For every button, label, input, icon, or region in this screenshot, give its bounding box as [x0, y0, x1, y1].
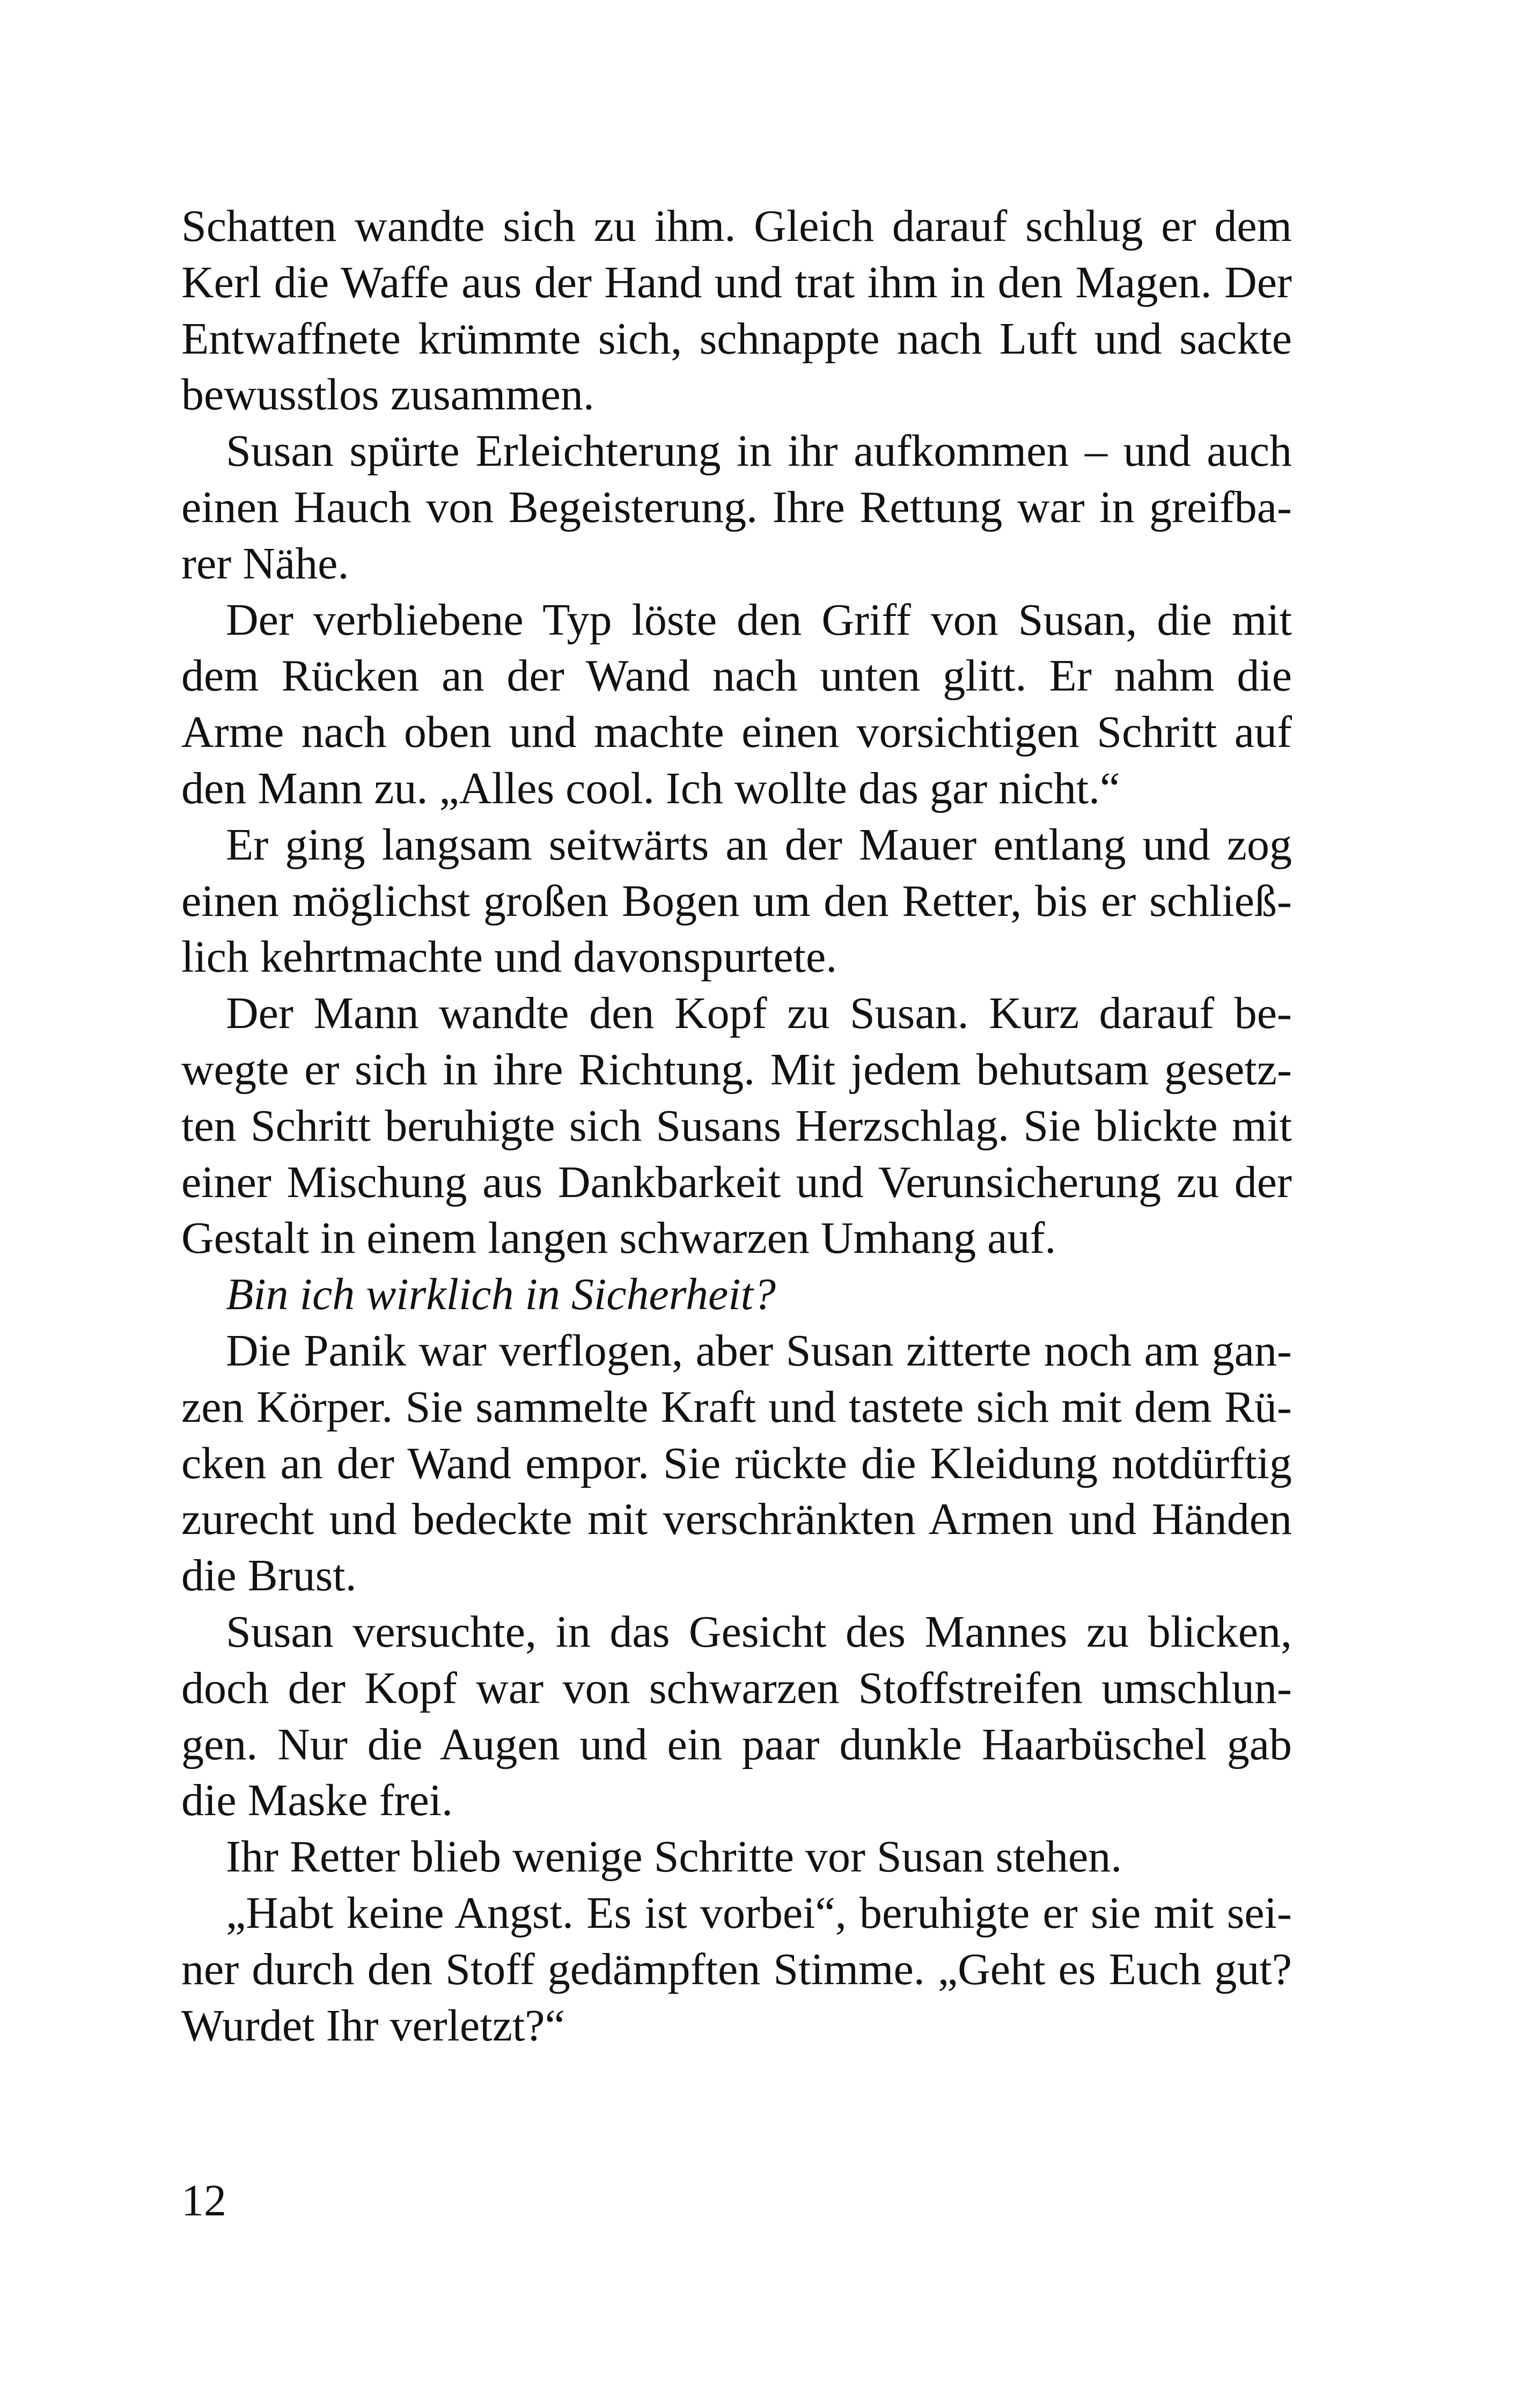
text-line: Arme nach oben und machte einen vorsichtigen Schritt auf	[181, 707, 1292, 758]
italic-thought-line: Bin ich wirklich in Sicherheit?	[226, 1269, 776, 1320]
text-line: Der verbliebene Typ löste den Griff von Susan, die mit	[226, 594, 1292, 645]
text-line: zen Körper. Sie sammelte Kraft und tastete sich mit dem Rü-	[181, 1382, 1292, 1432]
text-line: doch der Kopf war von schwarzen Stoffstreifen umschlun-	[181, 1663, 1292, 1713]
text-line: einen möglichst großen Bogen um den Retter, bis er schließ-	[181, 876, 1292, 926]
text-line: Kerl die Waffe aus der Hand und trat ihm in den Magen. Der	[181, 257, 1292, 307]
text-line: rer Nähe.	[181, 538, 349, 589]
text-line: „Habt keine Angst. Es ist vorbei“, beruhigte er sie mit sei-	[226, 1888, 1292, 1938]
text-line: Ihr Retter blieb wenige Schritte vor Susan stehen.	[226, 1832, 1122, 1882]
text-line: gen. Nur die Augen und ein paar dunkle Haarbüschel gab	[181, 1719, 1292, 1770]
body-text	[181, 199, 1292, 2054]
text-line: Er ging langsam seitwärts an der Mauer entlang und zog	[226, 819, 1292, 870]
text-line: dem Rücken an der Wand nach unten glitt. Er nahm die	[181, 651, 1292, 701]
text-line: zurecht und bedeckte mit verschränkten Armen und Händen	[181, 1494, 1292, 1545]
text-line: Susan versuchte, in das Gesicht des Mannes zu blicken,	[226, 1606, 1292, 1657]
text-line: einer Mischung aus Dankbarkeit und Verunsicherung zu der	[181, 1157, 1292, 1207]
text-line: einen Hauch von Begeisterung. Ihre Rettung war in greifba-	[181, 482, 1292, 532]
text-line: Die Panik war verflogen, aber Susan zitterte noch am gan-	[226, 1325, 1292, 1376]
text-line: den Mann zu. „Alles cool. Ich wollte das gar nicht.“	[181, 763, 1120, 813]
text-line: cken an der Wand empor. Sie rückte die Kleidung notdürftig	[181, 1438, 1292, 1488]
text-line: bewusstlos zusammen.	[181, 370, 594, 420]
page-number: 12	[181, 2176, 226, 2226]
text-line: Der Mann wandte den Kopf zu Susan. Kurz darauf be-	[226, 988, 1292, 1039]
text-line: Wurdet Ihr verletzt?“	[181, 2000, 565, 2051]
text-line: die Brust.	[181, 1551, 357, 1601]
text-line: Entwaffnete krümmte sich, schnappte nach Luft und sackte	[181, 313, 1292, 364]
text-line: die Maske frei.	[181, 1775, 453, 1826]
text-line: lich kehrtmachte und davonspurtete.	[181, 932, 837, 982]
text-line: Susan spürte Erleichterung in ihr aufkommen – und auch	[226, 426, 1292, 476]
text-line: ten Schritt beruhigte sich Susans Herzschlag. Sie blickte mit	[181, 1100, 1292, 1151]
text-line: Gestalt in einem langen schwarzen Umhang auf.	[181, 1213, 1056, 1264]
text-line: ner durch den Stoff gedämpften Stimme. „Geht es Euch gut?	[181, 1944, 1292, 1994]
text-line: Schatten wandte sich zu ihm. Gleich darauf schlug er dem	[181, 201, 1292, 251]
text-line: wegte er sich in ihre Richtung. Mit jedem behutsam gesetz-	[181, 1044, 1292, 1095]
